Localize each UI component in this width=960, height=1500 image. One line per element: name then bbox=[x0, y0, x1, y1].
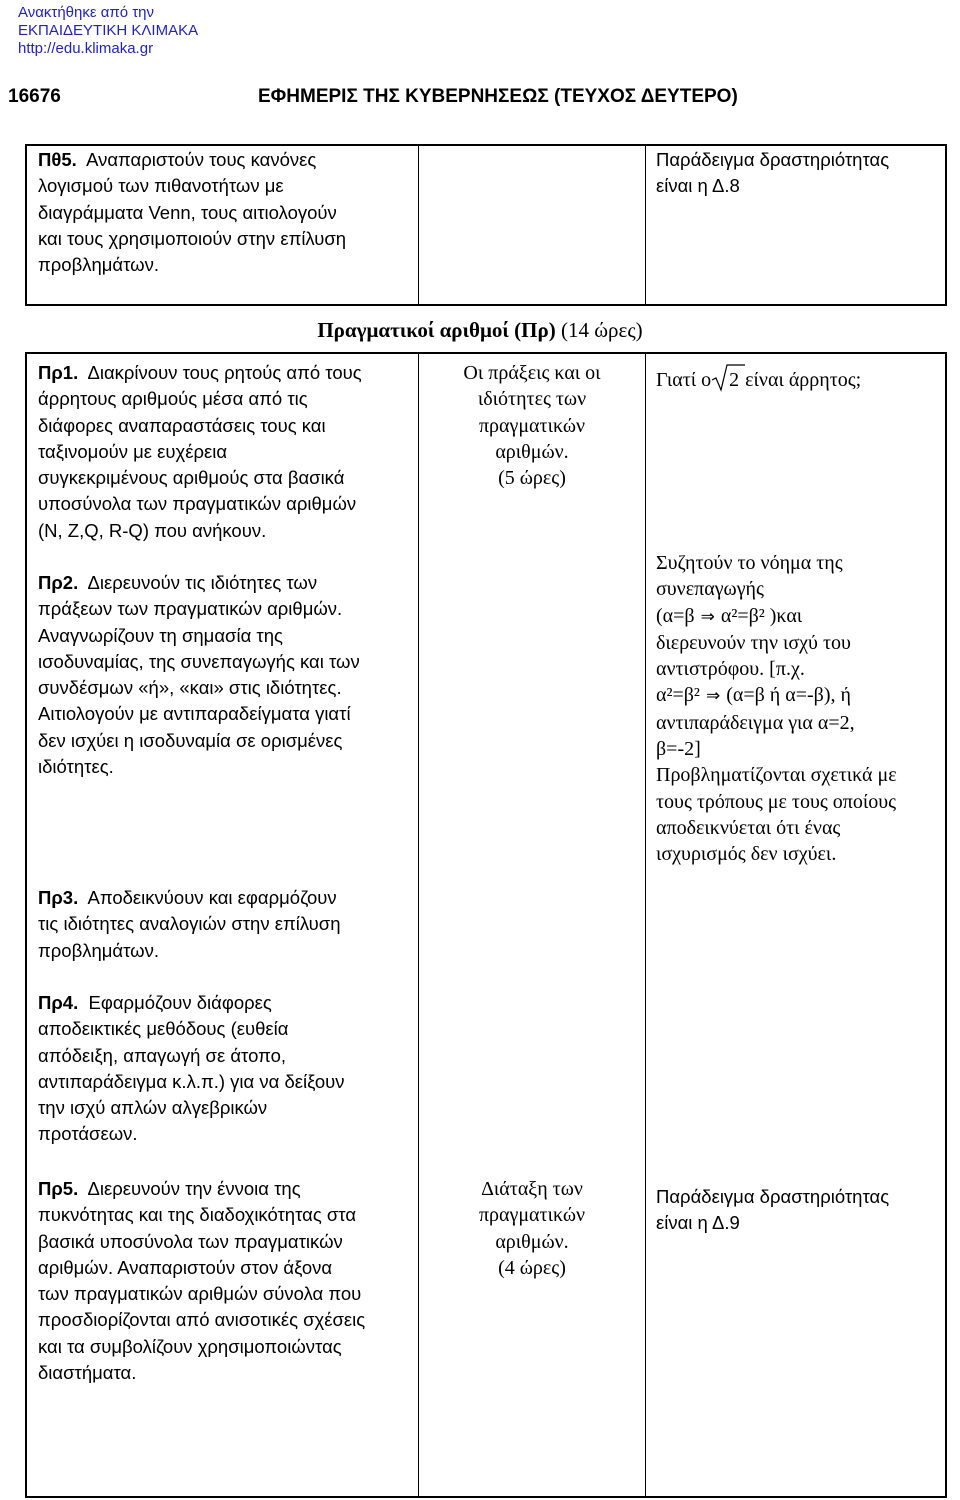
main-table-divider-2 bbox=[645, 352, 646, 1498]
outcome-text: υποσύνολα των πραγματικών αριθμών bbox=[38, 493, 357, 515]
outcome-text: προτάσεων. bbox=[38, 1123, 138, 1145]
activity-text: συνεπαγωγής bbox=[656, 578, 764, 601]
activity-note-text: είναι η Δ.8 bbox=[656, 175, 740, 197]
outcome-text: πυκνότητας και της διαδοχικότητας στα bbox=[38, 1204, 357, 1226]
page-header bbox=[0, 86, 960, 112]
outcome-text: (N, Z,Q, R-Q) που ανήκουν. bbox=[38, 519, 267, 541]
outcome-text: και τους χρησιμοποιούν στην επίλυση bbox=[38, 227, 347, 249]
topic-operations bbox=[420, 360, 644, 491]
outcome-text: συνδέσμων «ή», «και» στις ιδιότητες. bbox=[38, 677, 342, 699]
activity-text: διερευνούν την ισχύ του bbox=[656, 631, 851, 654]
topic-text: Οι πράξεις και οι bbox=[463, 362, 601, 384]
watermark bbox=[18, 4, 198, 58]
topic-text: Διάταξη των bbox=[481, 1178, 583, 1200]
sqrt-symbol bbox=[715, 367, 739, 393]
activity-text: τους τρόπους με τους οποίους bbox=[656, 790, 897, 813]
radicand: 2 bbox=[729, 369, 740, 391]
outcome-text: ταξινομούν με ευχέρεια bbox=[38, 440, 228, 462]
watermark-line-1: Ανακτήθηκε από την bbox=[18, 4, 155, 21]
outcome-text: διαγράμματα Venn, τους αιτιολογούν bbox=[38, 201, 337, 223]
activity-note-d9 bbox=[656, 1184, 941, 1237]
activity-text: Συζητούν το νόημα της bbox=[656, 552, 843, 574]
section-hours: (14 ώρες) bbox=[560, 318, 643, 342]
outcome-text: λογισμού των πιθανοτήτων με bbox=[38, 175, 284, 197]
outcome-code: Πθ5. bbox=[38, 149, 77, 170]
outcome-pr2 bbox=[38, 570, 418, 780]
activity-sqrt-question bbox=[656, 367, 946, 393]
activity-note-text: Παράδειγμα δραστηριότητας bbox=[656, 1186, 890, 1207]
activity-text: (α=β bbox=[656, 604, 695, 627]
top-table-divider-1 bbox=[418, 144, 419, 306]
outcome-text: διαστήματα. bbox=[38, 1362, 137, 1384]
section-title: Πραγματικοί αριθμοί (Πρ) bbox=[317, 318, 556, 342]
activity-text: Γιατί ο bbox=[656, 369, 712, 391]
outcome-text: προβλημάτων. bbox=[38, 254, 159, 276]
outcome-text: τις ιδιότητες αναλογιών στην επίλυση bbox=[38, 913, 341, 935]
topic-hours: (4 ώρες) bbox=[498, 1256, 566, 1279]
topic-text: πραγματικών bbox=[478, 1204, 586, 1227]
outcome-text: αποδεικτικές μεθόδους (ευθεία bbox=[38, 1018, 289, 1040]
outcome-text: Διακρίνουν τους ρητούς από τους bbox=[87, 362, 362, 383]
outcome-text: συγκεκριμένους αριθμούς στα βασικά bbox=[38, 467, 345, 489]
outcome-text: Διερευνούν την έννοια της bbox=[87, 1178, 301, 1199]
topic-hours: (5 ώρες) bbox=[498, 467, 566, 490]
main-table-divider-1 bbox=[418, 352, 419, 1498]
activity-text: ισχυρισμός δεν ισχύει. bbox=[656, 843, 837, 866]
activity-text: αντιπαράδειγμα για α=2, bbox=[656, 711, 855, 734]
activity-text: α²=β² bbox=[656, 684, 700, 707]
outcome-text: Αναπαριστούν τους κανόνες bbox=[86, 149, 317, 170]
gazette-title: ΕΦΗΜΕΡΙΣ ΤΗΣ ΚΥΒΕΡΝΗΣΕΩΣ (ΤΕΥΧΟΣ ΔΕΥΤΕΡΟ) bbox=[258, 86, 738, 107]
outcome-code: Πρ3. bbox=[38, 887, 79, 908]
outcome-text: ισοδυναμίας, της συνεπαγωγής και των bbox=[38, 650, 360, 672]
watermark-link[interactable]: http://edu.klimaka.gr bbox=[18, 40, 154, 57]
activity-text: αποδεικνύεται ότι ένας bbox=[656, 816, 841, 839]
activity-note-text: Παράδειγμα δραστηριότητας bbox=[656, 149, 890, 170]
outcome-text: Διερευνούν τις ιδιότητες των bbox=[87, 572, 318, 593]
page-number: 16676 bbox=[8, 86, 61, 107]
outcome-text: και τα συμβολίζουν χρησιμοποιώντας bbox=[38, 1335, 342, 1357]
topic-text: πραγματικών bbox=[478, 414, 586, 437]
outcome-text: των πραγματικών αριθμών σύνολα που bbox=[38, 1283, 362, 1305]
watermark-line-2: ΕΚΠΑΙΔΕΥΤΙΚΗ ΚΛΙΜΑΚΑ bbox=[18, 22, 199, 39]
outcome-text: την ισχύ απλών αλγεβρικών bbox=[38, 1097, 268, 1119]
outcome-text: άρρητους αριθμούς μέσα από τις bbox=[38, 388, 308, 410]
outcome-text: Αιτιολογούν με αντιπαραδείγματα γιατί bbox=[38, 703, 351, 725]
outcome-text: ιδιότητες. bbox=[38, 756, 114, 778]
radical-sign-icon bbox=[711, 363, 745, 393]
activity-note-top bbox=[656, 147, 941, 200]
outcome-pr4 bbox=[38, 990, 418, 1148]
outcome-text: προσδιορίζονται από ανισοτικές σχέσεις bbox=[38, 1309, 366, 1331]
activity-note-text: είναι η Δ.9 bbox=[656, 1212, 740, 1234]
outcome-text: προβλημάτων. bbox=[38, 939, 159, 961]
topic-text: ιδιότητες των bbox=[477, 388, 587, 411]
outcome-code: Πρ5. bbox=[38, 1178, 79, 1199]
outcome-text: Αναγνωρίζουν τη σημασία της bbox=[38, 624, 283, 646]
topic-text: αριθμών. bbox=[495, 440, 569, 463]
outcome-text: βασικά υποσύνολα των πραγματικών bbox=[38, 1230, 343, 1252]
outcome-text: πράξεων των πραγματικών αριθμών. bbox=[38, 598, 343, 620]
outcome-code: Πρ2. bbox=[38, 572, 79, 593]
outcome-text: αντιπαράδειγμα κ.λ.π.) για να δείξουν bbox=[38, 1070, 345, 1092]
activity-implication bbox=[656, 550, 946, 868]
outcome-text: διάφορες αναπαραστάσεις τους και bbox=[38, 414, 326, 436]
activity-text: β=-2] bbox=[656, 738, 701, 761]
outcome-text: απόδειξη, απαγωγή σε άτοπο, bbox=[38, 1044, 287, 1066]
implies-icon: ⇒ bbox=[705, 686, 721, 707]
outcome-text: δεν ισχύει η ισοδυναμία σε ορισμένες bbox=[38, 729, 343, 751]
outcome-text: αριθμών. Αναπαριστούν στον άξονα bbox=[38, 1256, 333, 1278]
outcome-code: Πρ1. bbox=[38, 362, 79, 383]
outcome-text: Αποδεικνύουν και εφαρμόζουν bbox=[87, 887, 337, 908]
top-table-divider-2 bbox=[645, 144, 646, 306]
outcome-pr5 bbox=[38, 1176, 418, 1386]
outcome-text: Εφαρμόζουν διάφορες bbox=[88, 992, 272, 1013]
implies-icon: ⇒ bbox=[700, 606, 715, 627]
outcome-code: Πρ4. bbox=[38, 992, 79, 1013]
activity-text: (α=β ή α=-β), ή bbox=[726, 684, 851, 707]
topic-ordering bbox=[420, 1176, 644, 1281]
activity-text: Προβληματίζονται σχετικά με bbox=[656, 764, 897, 787]
outcome-pr1 bbox=[38, 360, 418, 544]
activity-text: είναι άρρητος; bbox=[745, 369, 862, 391]
topic-text: αριθμών. bbox=[495, 1230, 569, 1253]
section-heading bbox=[0, 318, 960, 343]
outcome-pr3 bbox=[38, 885, 418, 964]
outcome-pth5 bbox=[38, 147, 418, 278]
activity-text: αντιστρόφου. [π.χ. bbox=[656, 658, 805, 681]
activity-text: α²=β² )και bbox=[720, 604, 803, 627]
